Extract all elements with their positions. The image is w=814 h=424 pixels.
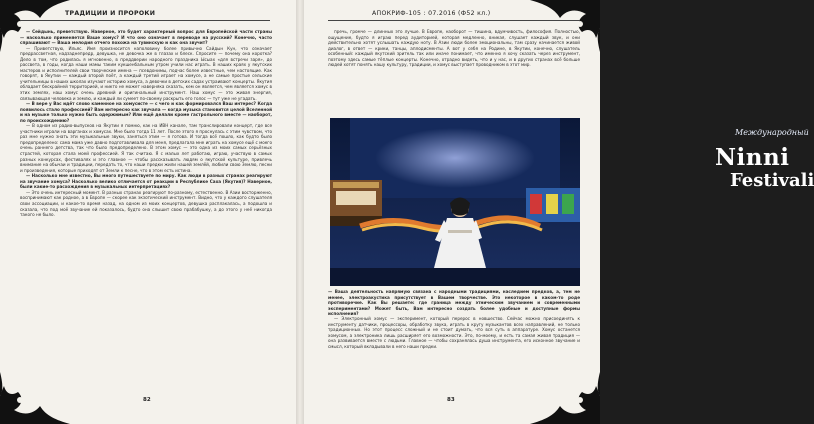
- question-paragraph: — В вере у Вас идёт слово каменное на хомусисте — с чего и как формировался Ваш интерес? Когда появилось стало профессией? Вам интересно как звучала — когда музыка становится целой Вселенной и на музыке только нужно быть одержимым? Или ещё делали кроме гастрольного вместе — наоборот, по происхождению?: [20, 101, 272, 123]
- photo-banner-line1: Международный: [735, 128, 809, 137]
- left-page-text: [20, 29, 272, 377]
- answer-paragraph: пречь, громче — длинных это лучше. В Европе, наоборот — тишина, вдумчивость, философия. Полностью, ощущение, будто я играю перед аудиторией, которая медленно, вникая, слушает каждый звук, и они действительно хотят услышать каждую ноту. В Азии люди более эмоциональны, там сразу начинается живой диалог, в ответ — крики, танцы, аплодисменты. А вот у себя на Родине, в Якутии, конечно, слушатель особенный: каждый якутский зритель так или иначе понимает, что именно я хочу сказать через инструмент, поэтому здесь самые тёплые концерты. Конечно, отрадно видеть, что и у нас, и в других странах всё больше людей хотят понять нашу культуру, традиции, и хомус выступает проводником в этот мир.: [328, 29, 580, 68]
- running-header-right: АПОКРИФ-105 : 07.2016 (Ф52 кл.): [372, 10, 491, 17]
- photo-banner-line3: Festivali: [730, 170, 814, 191]
- photo-banner-line2: Ninni: [715, 144, 790, 171]
- photo-caption: [328, 289, 580, 315]
- header-rule-right: [328, 20, 580, 21]
- answer-paragraph: — Приветствую, Ильяс. Имя произносится наполовину более привычно Сайдын Кун, что означает предрассветная, надзаднепредр, девушка, не девочка же в глазах и блеск. Спросите — почему она коротка? Дело в том, что родилась я мгновенно, в преддверии народного праздника Ысыах «для встречи заря», до рассвета, в годы, когда наши мамы таким кукшенбальным утром учили нас играть. В наших краях у якутских мастеров и исполнителей свои творческие имена — псевдонимы, подчас более известные, чем настоящие. Как говорят, в Якутии — каждый второй поёт, а каждый третий играет на хомусе, а не самые простые сельские учительницы в наших школах изучают историю хомуса, а девочки в детских садах устраивают концерты. Якутия обладает бескрайней территорией, и никто не может наверняка сказать, кем он является, чем является хомус в этих землях, наш хомус очень древний и оригинальный инструмент. Наш хомус — это живая энергия, связывающая человека и землю, и каждый ли сумеет по-своему раскрыть его голос — тут уже не угадать.: [20, 45, 272, 101]
- running-header-left: ТРАДИЦИИ И ПРОРОКИ: [65, 10, 156, 17]
- question-paragraph: — Насколько мне известно, Вы много путешествуете по миру. Как люди в разных странах реагируют на звучание хомуса? Насколько велико отличается от реакции в Республике Саха (Якутия)? Наверное, были какие-то расхождения в музыкальных интерпретациях?: [20, 173, 272, 190]
- answer-paragraph: — В одном из радио-выпусков на Якутии я помню, как на ИВН канале, там транслировали концерт, где все участники играли на варганах и хомусах. Мне было тогда 11 лет. После этого я проснулась с этим чувством, что раз мне нужно знать эти музыкальные звуки, заняться этим — я готова. И тогда всё пошло, как будто было предопределено: сама мама уже давно подготавливала для меня, предлагала мне играть на хомусе ещё с моего очень раннего детства, так что было предопределено. В этом хомус — это одна из моих самых серьёзных страстей, которая стала моей профессией. Я так считаю. Я с малых лет работаю, играю, участвую в самых разных конкурсах, фестивалях и это главное — чтобы рассказывать людям о якутской культуре, привлечь внимание на обычаи и традиции, передать то, что наши предки жили нашей землёй, любили свою Землю, песни и произведения, которые приходят от Земли к песне, что в этом есть истина.: [20, 123, 272, 173]
- answer-paragraph: — Электронный хомус — эксперимент, который перерос в новшество. Сейчас можно присоединять к инструменту датчики, процессоры, обработку звука, играть в кругу музыкантов всех направлений, не только традиционных. Но этот процесс сложный и не стоит думать, что вся суть в аппаратуре. Хомус останется хомусом, а электроника лишь расширяет его возможности. Это, по-моему, и есть та самая живая традиция — она развивается вместе с людьми. Главное — чтобы сохранялась душа инструмента, его исконное звучание и смысл, который вкладывали в него наши предки.: [328, 316, 580, 349]
- header-rule-left: [20, 20, 270, 21]
- right-page-text-bottom: [328, 316, 580, 392]
- answer-paragraph: — Это очень интересный момент. В разных странах реагируют по-разному, естественно. В Азии восторженно, воспринимают как родное, а в Европе — скорее как экзотический инструмент. Видно, что у каждого слушателя свои ассоциации, и какое-то время назад, на одном из моих концертов, девушка расплакалась, а подошла и сказала, что под моё звучание ей показалось, будто она слышит свою прабабушку, а до этого у неё никогда такого не было.: [20, 189, 272, 218]
- caption-text: — Ваша деятельность напрямую связана с народными традициями, наследием предков, а, тем не менее, электроакустика присутствует в Вашем творчестве. Это некоторое в каком-то роде противоречие. Как Вы решаете: где граница между этническим звучанием и современными экспериментами? Может быть, Вам интересно создать более удобные и доступные формы исполнения?: [328, 289, 580, 317]
- right-page-text-top: [328, 29, 580, 117]
- page-number-left: 82: [143, 397, 151, 403]
- page-gutter: [296, 0, 304, 424]
- page-number-right: 83: [447, 397, 455, 403]
- question-paragraph: — Сейдынь, преветствую. Наверное, это будет характерный вопрос для Европейской части страны — насколько применяется Ваше хомус? И что оно означает в переводе на русский? Конечно, часто спрашивают — Ваша мелодия отчего похожа на тувинскую и как она звучит?: [20, 29, 272, 46]
- concert-photo: [330, 118, 814, 286]
